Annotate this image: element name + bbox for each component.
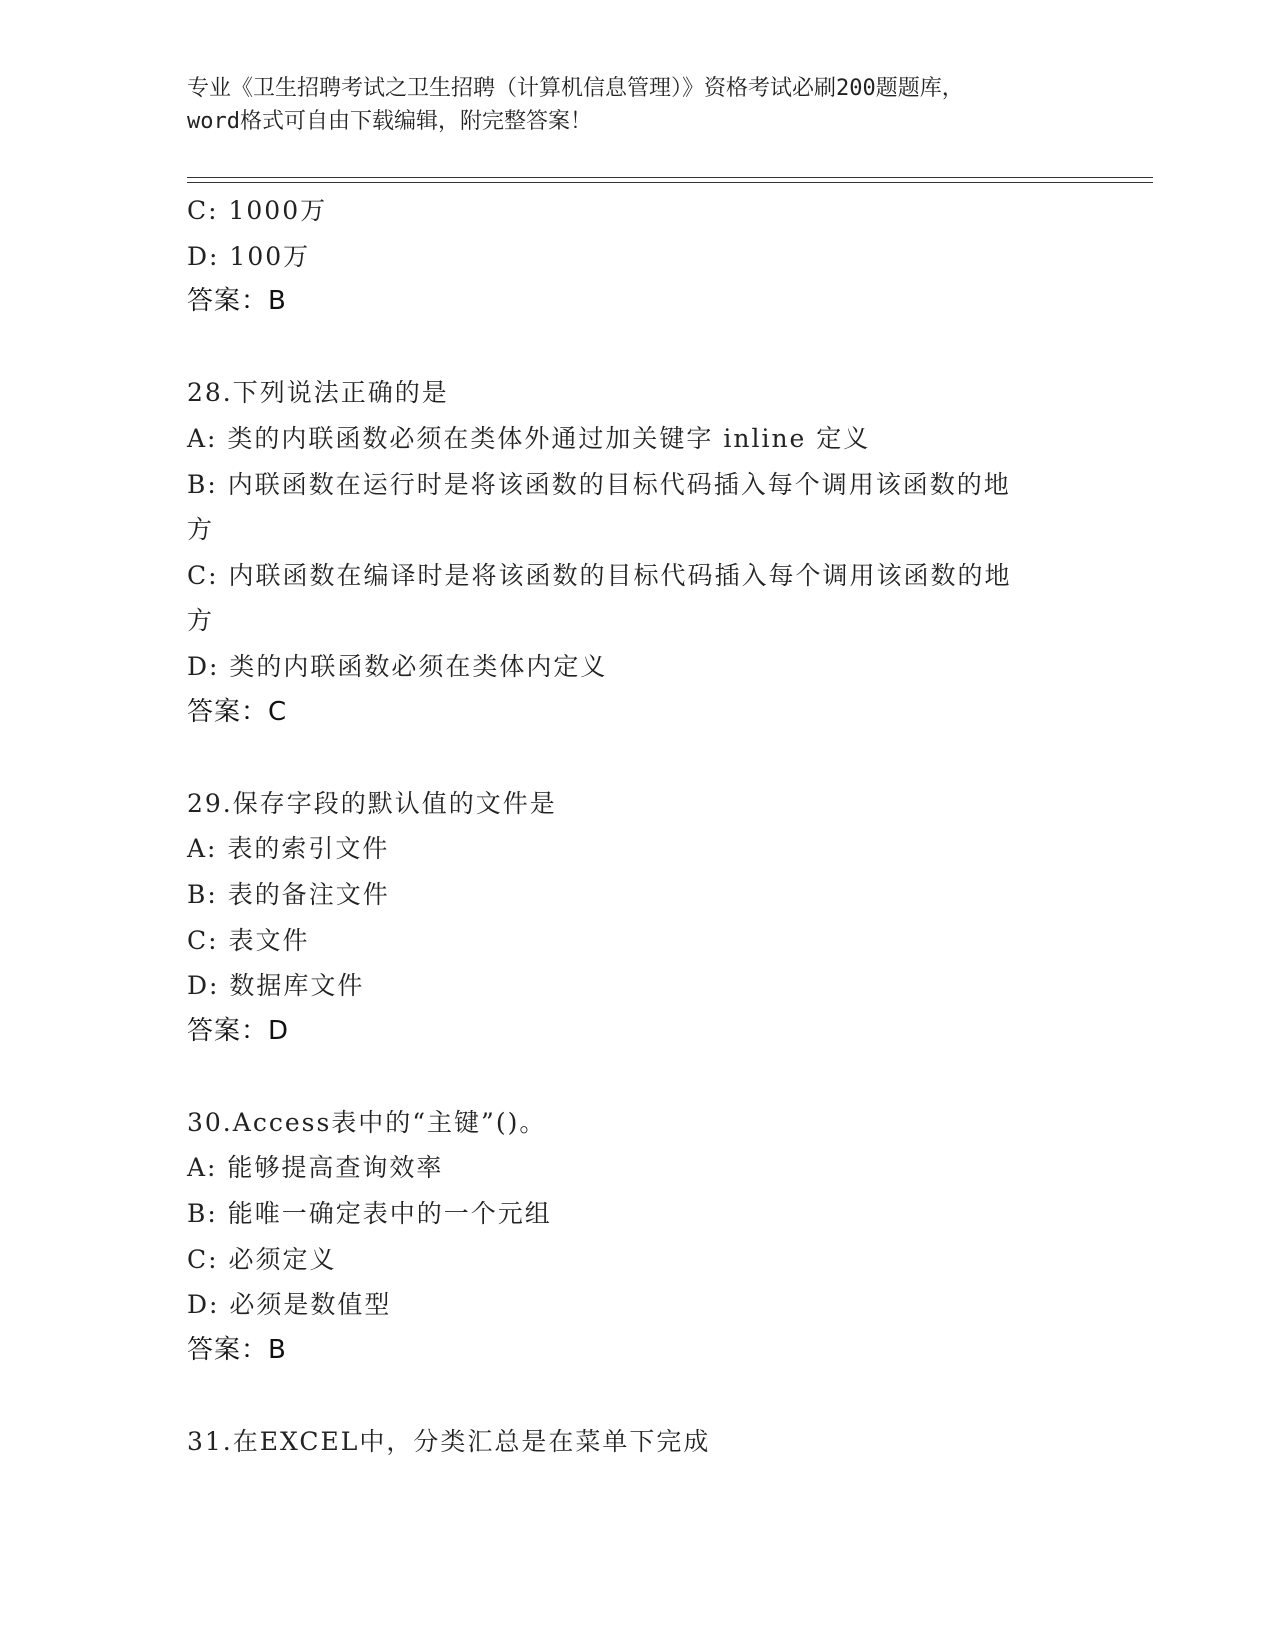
- question-stem: 28.下列说法正确的是: [187, 378, 449, 408]
- answer-line: 答案：C: [187, 696, 288, 727]
- document-header: [187, 72, 1087, 138]
- option-line: B: 内联函数在运行时是将该函数的目标代码插入每个调用该函数的地: [187, 469, 1011, 499]
- option-line: B: 能唯一确定表中的一个元组: [187, 1199, 552, 1229]
- option-line: C: 1000万: [187, 196, 328, 225]
- option-line: C: 表文件: [187, 925, 310, 955]
- question-stem: 29.保存字段的默认值的文件是: [187, 788, 557, 818]
- option-line-continuation: 方: [187, 515, 215, 545]
- option-line: C: 必须定义: [187, 1244, 337, 1274]
- spacer: [187, 325, 1087, 371]
- answer-line: 答案：D: [187, 1015, 290, 1046]
- spacer: [187, 735, 1087, 781]
- question-stem: 31.在EXCEL中，分类汇总是在菜单下完成: [187, 1427, 711, 1457]
- option-line: D: 类的内联函数必须在类体内定义: [187, 651, 608, 681]
- spacer: [187, 1054, 1087, 1100]
- header-divider-top: [187, 177, 1153, 178]
- question-stem: 30.Access表中的“主键”()。: [187, 1107, 547, 1137]
- answer-line: 答案：B: [187, 1334, 287, 1365]
- option-line: B: 表的备注文件: [187, 879, 390, 909]
- question-list: [187, 188, 1087, 1465]
- header-line-2: word格式可自由下载编辑，附完整答案！: [187, 109, 592, 134]
- spacer: [187, 1373, 1087, 1419]
- option-line: D: 数据库文件: [187, 971, 365, 1001]
- answer-line: 答案：B: [187, 286, 287, 317]
- option-line: D: 必须是数值型: [187, 1290, 392, 1320]
- option-line: C: 内联函数在编译时是将该函数的目标代码插入每个调用该函数的地: [187, 560, 1012, 590]
- header-line-1: 专业《卫生招聘考试之卫生招聘（计算机信息管理）》资格考试必刷200题题库，: [187, 76, 964, 101]
- option-line: A: 能够提高查询效率: [187, 1153, 444, 1183]
- option-line: A: 类的内联函数必须在类体外通过加关键字 inline 定义: [187, 423, 871, 453]
- header-divider-bottom: [187, 182, 1153, 183]
- option-line: A: 表的索引文件: [187, 834, 390, 864]
- option-line: D: 100万: [187, 241, 311, 271]
- option-line-continuation: 方: [187, 606, 215, 636]
